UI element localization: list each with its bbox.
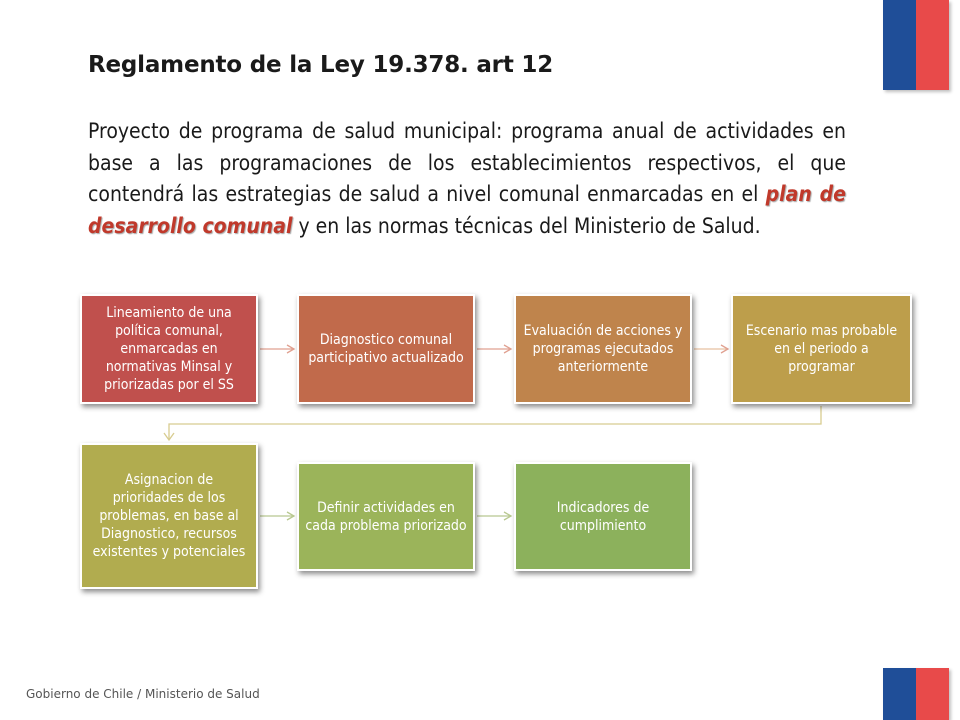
flow-step-diagnostico: Diagnostico comunal participativo actualizado: [297, 294, 475, 404]
slide-title: Reglamento de la Ley 19.378. art 12: [88, 52, 554, 78]
flow-step-indicadores: Indicadores de cumplimiento: [514, 462, 692, 571]
footer-text: Gobierno de Chile / Ministerio de Salud: [26, 687, 260, 701]
flow-step-evaluacion: Evaluación de acciones y programas ejecutados anteriormente: [514, 294, 692, 404]
paragraph-text-start: Proyecto de programa de salud municipal: programa anual de actividades en base a las programaciones de los establecimientos respectivos, el que contendrá las estrategias de salud a nivel comunal enmarcadas en el: [88, 119, 846, 206]
chile-flag-logo-bottom: [883, 668, 949, 720]
arrow-4-5: [169, 406, 821, 440]
paragraph-emphasis: plan de desarrollo comunal: [88, 182, 847, 238]
flow-step-definir-actividades: Definir actividades en cada problema priorizado: [297, 462, 475, 571]
flow-step-asignacion: Asignacion de prioridades de los problemas, en base al Diagnostico, recursos existentes y potenciales: [80, 443, 258, 589]
paragraph-text-end: y en las normas técnicas del Ministerio de Salud.: [292, 213, 761, 238]
flow-step-escenario: Escenario mas probable en el periodo a programar: [731, 294, 912, 404]
flow-step-lineamiento: Lineamiento de una política comunal, enmarcadas en normativas Minsal y priorizadas por el SS: [80, 294, 258, 404]
